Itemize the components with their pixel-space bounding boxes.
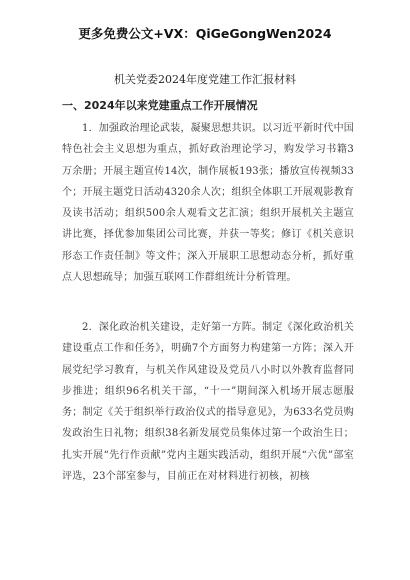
document-title: 机关党委2024年度党建工作汇报材料 (114, 73, 296, 86)
section-heading: 一、2024年以来党建重点工作开展情况 (62, 99, 258, 112)
paragraph-1: 1．加强政治理论武装，凝聚思想共识。以习近平新时代中国特色社会主义思想为重点，抓好政治理论学习，购发学习书籍3万余册；开展主题宣传14次，制作展板193张；播放宣传视频33个；开展主题党日活动4320余人次；组织全体职工开展观影教育及读书活动；组织500余人观看文艺汇演；组织开展机关主题宣讲比赛，择优参加集团公司比赛，并获一等奖；修订《机关意识形态工作责任制》等文件；深入开展职工思想动态分析，抓好重点人思想疏导；加强互联网工作群组统计分析管理。 (62, 123, 354, 284)
paragraph-2: 2．深化政治机关建设，走好第一方阵。制定《深化政治机关建设重点工作和任务》，明确7个方面努力构建第一方阵；深入开展党纪学习教育，与机关作风建设及党员八小时以外教育监督同步推进；组织96名机关干部，“十一”期间深入机场开展志愿服务；制定《关于组织举行政治仪式的指导意见》，为633名党员购发政治生日礼物；组织38名新发展党员集体过第一个政治生日；扎实开展“先行作贡献”党内主题实践活动，组织开展“六优”部室评选，23个部室参与，目前正在对材料进行初核，初核 (62, 322, 354, 483)
watermark-header: 更多免费公文+VX：QiGeGongWen2024 (78, 26, 332, 41)
